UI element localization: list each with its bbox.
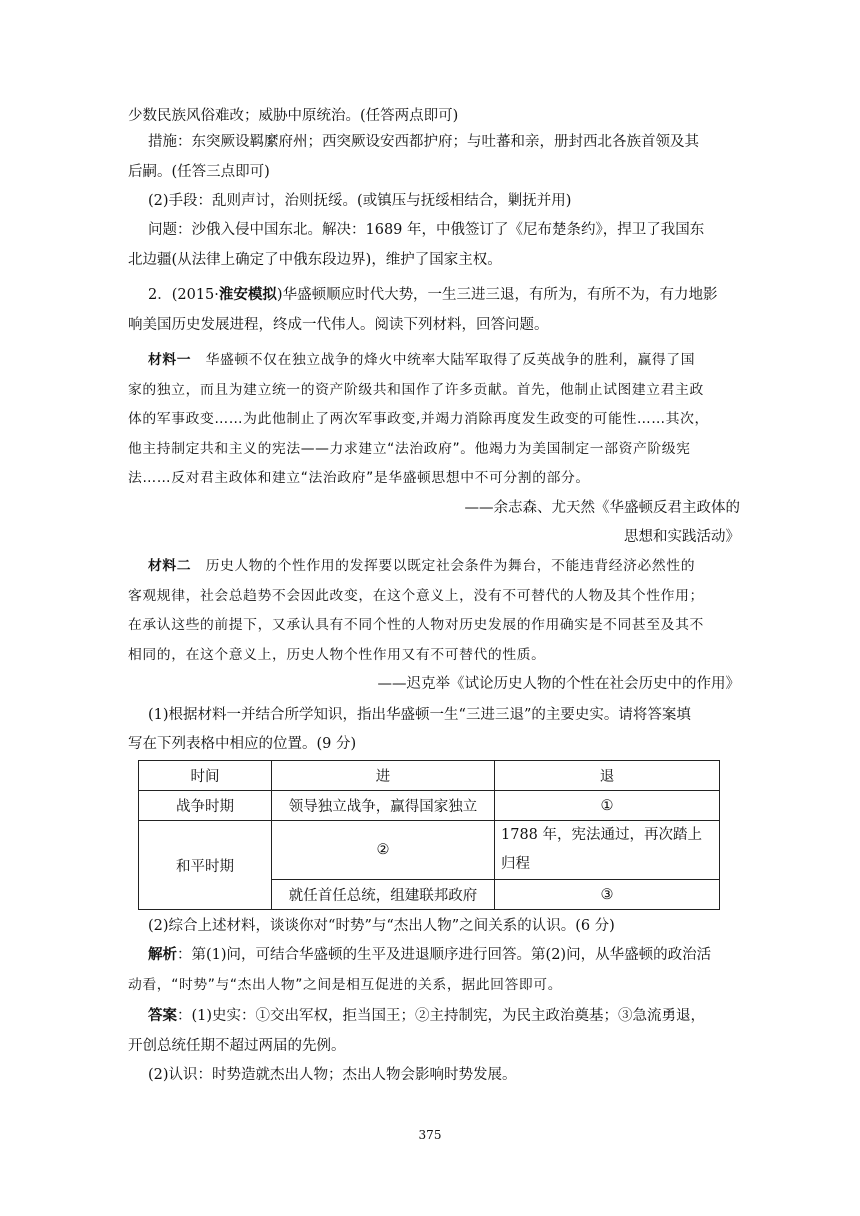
answer-line: 开创总统任期不超过两届的先例。 <box>128 1038 346 1054</box>
material-1-line: 他主持制定共和主义的宪法——力求建立“法治政府”。他竭力为美国制定一部资产阶级宪 <box>128 441 691 457</box>
table-cell: 就任首任总统，组建联邦政府 <box>272 880 495 910</box>
table-cell: ③ <box>495 880 720 910</box>
material-1-line: 法……反对君主政体和建立“法治政府”是华盛顿思想中不可分割的部分。 <box>128 470 590 486</box>
analysis-label: 解析 <box>148 946 177 963</box>
material-2-source: ——迟克举《试论历史人物的个性在社会历史中的作用》 <box>377 676 740 692</box>
material-1-line: 材料一 华盛顿不仅在独立战争的烽火中统率大陆军取得了反英战争的胜利，赢得了国 <box>148 352 696 368</box>
text-line: (2)手段：乱则声讨，治则抚绥。(或镇压与抚绥相结合，剿抚并用) <box>148 193 572 209</box>
material-2-line: 在承认这些的前提下，又承认具有不同个性的人物对历史发展的作用确实是不同甚至及其不 <box>128 617 704 633</box>
table-cell: 1788 年，宪法通过，再次踏上归程 <box>495 821 720 880</box>
answer-line: (2)认识：时势造就杰出人物；杰出人物会影响时势发展。 <box>148 1067 517 1083</box>
analysis-line: 解析：第(1)问，可结合华盛顿的生平及进退顺序进行回答。第(2)问，从华盛顿的政治活 <box>148 946 712 963</box>
answer-line: 答案：(1)史实：①交出军权，拒当国王；②主持制宪，为民主政治奠基；③急流勇退， <box>148 1007 706 1024</box>
table-cell: 领导独立战争，赢得国家独立 <box>272 791 495 821</box>
table-cell: 和平时期 <box>139 821 272 910</box>
analysis-line: 动看，“时势”与“杰出人物”之间是相互促进的关系，据此回答即可。 <box>128 977 563 993</box>
table-cell: ② <box>272 821 495 880</box>
table-row <box>139 821 720 880</box>
material-2-line: 材料二 历史人物的个性作用的发挥要以既定社会条件为舞台，不能违背经济必然性的 <box>148 558 696 574</box>
material-1-label: 材料一 <box>148 352 192 368</box>
text-line: 少数民族风俗难改；威胁中原统治。(任答两点即可) <box>128 108 459 124</box>
table-row <box>139 791 720 821</box>
sub-question-1: 写在下列表格中相应的位置。(9 分) <box>128 736 357 752</box>
table-cell: ① <box>495 791 720 821</box>
table-header: 时间 <box>139 761 272 791</box>
material-1-line: 家的独立，而且为建立统一的资产阶级共和国作了许多贡献。首先，他制止试图建立君主政 <box>128 382 704 398</box>
sub-question-1: (1)根据材料一并结合所学知识，指出华盛顿一生“三进三退”的主要史实。请将答案填 <box>148 707 691 723</box>
sub-question-2: (2)综合上述材料，谈谈你对“时势”与“杰出人物”之间关系的认识。(6 分) <box>148 918 615 934</box>
question-source: 淮安模拟 <box>218 286 277 303</box>
material-1-line: 体的军事政变……为此他制止了两次军事政变,并竭力消除再度发生政变的可能性……其次， <box>128 411 709 427</box>
question-number: 2．(2015· <box>148 287 219 303</box>
table-header-row <box>139 761 720 791</box>
material-2-line: 相同的，在这个意义上，历史人物个性作用又有不可替代的性质。 <box>128 647 546 663</box>
table-cell: 战争时期 <box>139 791 272 821</box>
text-line: 措施：东突厥设羁縻府州；西突厥设安西都护府；与吐蕃和亲，册封西北各族首领及其 <box>148 134 699 150</box>
answer-table <box>138 760 720 910</box>
table-header: 进 <box>272 761 495 791</box>
text-line: 后嗣。(任答三点即可) <box>128 164 270 180</box>
material-2-label: 材料二 <box>148 558 192 574</box>
table-header: 退 <box>495 761 720 791</box>
material-2-line: 客观规律，社会总趋势不会因此改变，在这个意义上，没有不可替代的人物及其个性作用； <box>128 588 704 604</box>
question-text: )华盛顿顺应时代大势，一生三进三退，有所为，有所不为，有力地影 <box>276 287 718 303</box>
material-1-source: 思想和实践活动》 <box>624 529 740 545</box>
text-line: 问题：沙俄入侵中国东北。解决：1689 年，中俄签订了《尼布楚条约》，捍卫了我国东 <box>148 222 705 238</box>
question-2-stem <box>148 280 740 310</box>
answer-label: 答案 <box>148 1007 177 1024</box>
text-line: 北边疆(从法律上确定了中俄东段边界)，维护了国家主权。 <box>128 252 502 268</box>
page-number: 375 <box>418 1128 442 1142</box>
material-1-source: ——余志森、尤天然《华盛顿反君主政体的 <box>464 500 740 516</box>
text-line: 响美国历史发展进程，终成一代伟人。阅读下列材料，回答问题。 <box>128 317 549 333</box>
